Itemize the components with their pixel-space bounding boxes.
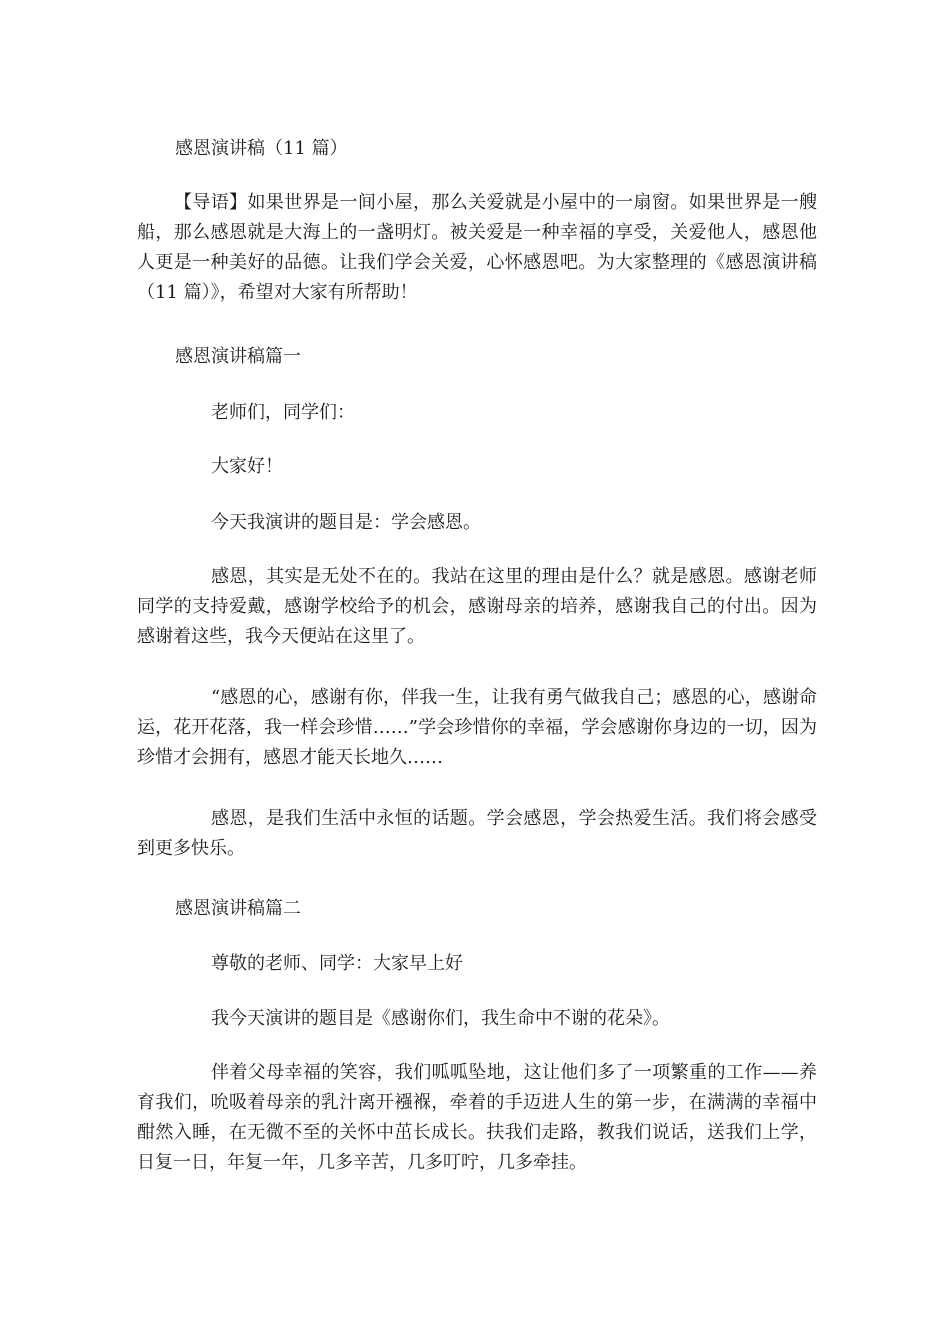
hello-line: 大家好！ [211,456,283,477]
document-title: 感恩演讲稿（11 篇） [175,138,348,159]
topic-line: 今天我演讲的题目是：学会感恩。 [211,512,481,533]
topic-line: 我今天演讲的题目是《感谢你们，我生命中不谢的花朵》。 [211,1008,670,1029]
section-heading-1: 感恩演讲稿篇一 [175,346,301,367]
body-paragraph: 伴着父母幸福的笑容，我们呱呱坠地，这让他们多了一项繁重的工作——养育我们，吮吸着母亲的乳汁离开襁褓，牵着的手迈进人生的第一步，在满满的幸福中酣然入睡，在无微不至的关怀中茁长成长。扶我们走路，教我们说话，送我们上学，日复一日，年复一年，几多辛苦，几多叮咛，几多牵挂。 [137,1062,817,1173]
body-paragraph: “感恩的心，感谢有你，伴我一生，让我有勇气做我自己；感恩的心，感谢命运，花开花落，我一样会珍惜……”学会珍惜你的幸福，学会感谢你身边的一切，因为珍惜才会拥有，感恩才能天长地久…… [137,687,817,768]
body-paragraph: 感恩，是我们生活中永恒的话题。学会感恩，学会热爱生活。我们将会感受到更多快乐。 [137,808,817,859]
body-paragraph: 感恩，其实是无处不在的。我站在这里的理由是什么？就是感恩。感谢老师同学的支持爱戴，感谢学校给予的机会，感谢母亲的培养，感谢我自己的付出。因为感谢着这些，我今天便站在这里了。 [137,566,817,647]
greeting-line: 尊敬的老师、同学：大家早上好 [211,953,463,974]
greeting-line: 老师们，同学们： [211,402,355,423]
intro-paragraph: 【导语】如果世界是一间小屋，那么关爱就是小屋中的一扇窗。如果世界是一艘船，那么感恩就是大海上的一盏明灯。被关爱是一种幸福的享受，关爱他人，感恩他人更是一种美好的品德。让我们学会关爱，心怀感恩吧。为大家整理的《感恩演讲稿（11 篇）》，希望对大家有所帮助！ [137,192,817,303]
section-heading-2: 感恩演讲稿篇二 [175,898,301,919]
